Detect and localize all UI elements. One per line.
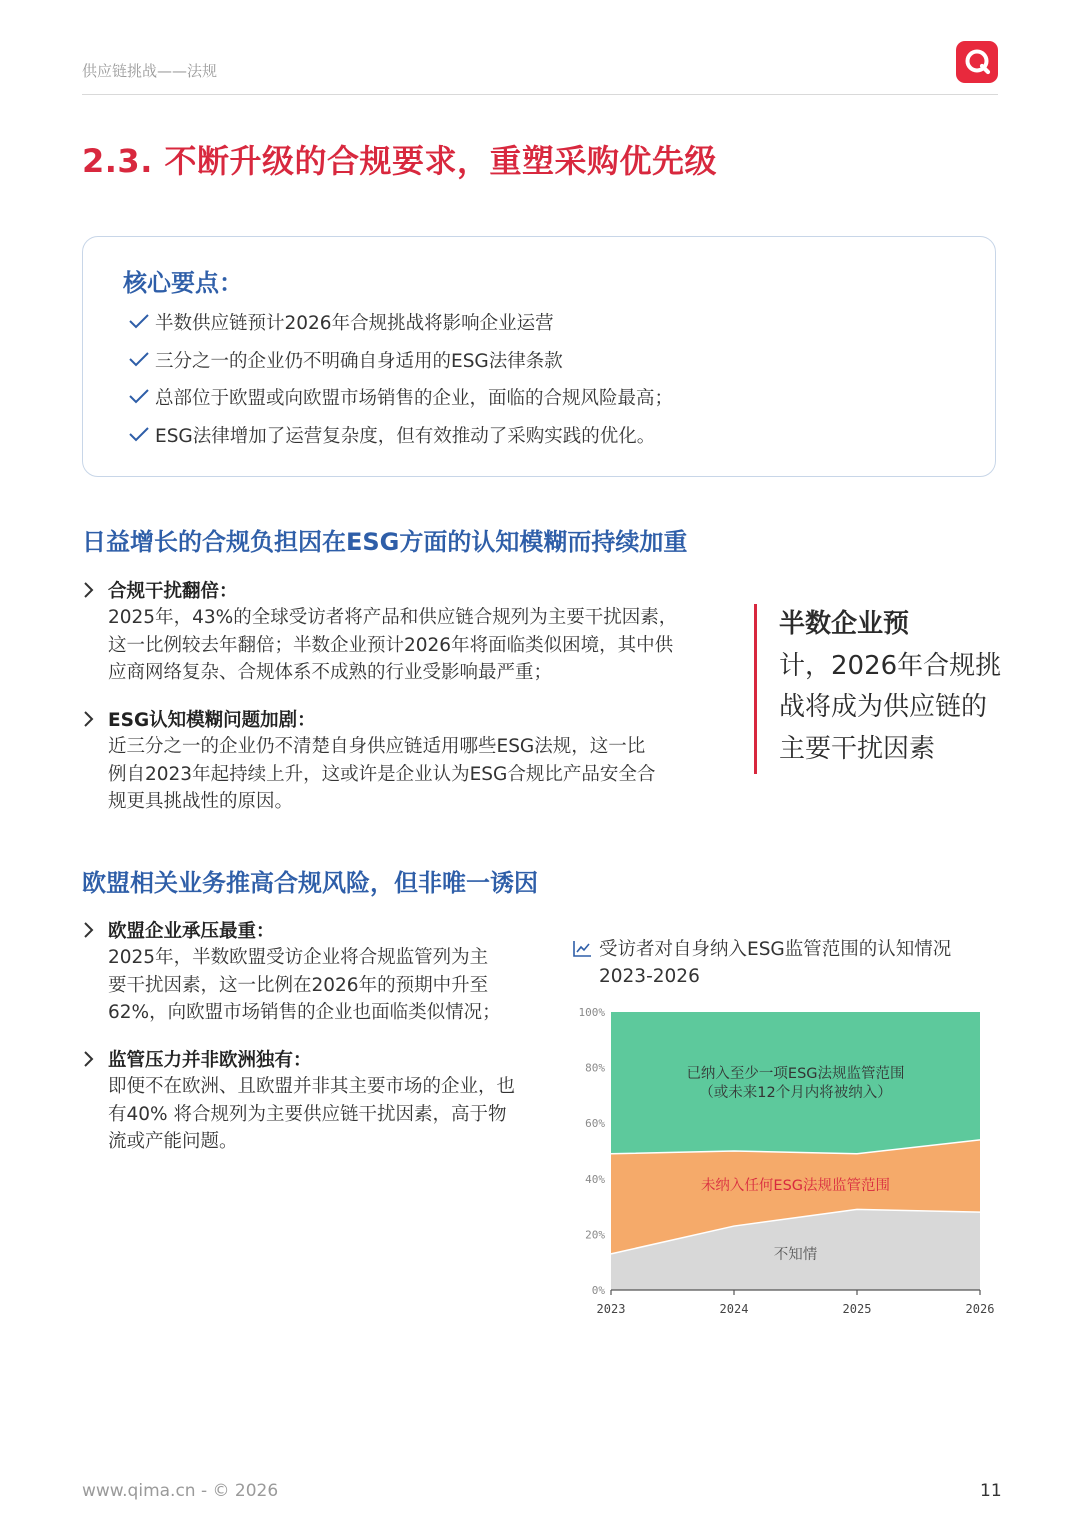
area-series-3 (611, 1012, 980, 1154)
x-tick-label: 2025 (842, 1302, 872, 1316)
key-points-title: 核心要点： (123, 269, 243, 297)
header-label: 供应链挑战——法规 (82, 62, 218, 80)
y-tick-label: 40% (585, 1172, 605, 1186)
chart-title-line2: 2023-2026 (599, 966, 700, 987)
bullet-line: 这一比例较去年翻倍；半数企业预计2026年将面临类似困境，其中供 (108, 634, 674, 656)
pull-quote-line: 主要干扰因素 (779, 733, 936, 764)
chart-title-line1: 受访者对自身纳入ESG监管范围的认知情况 (599, 939, 952, 960)
check-icon (123, 349, 155, 369)
bullet-body (108, 733, 655, 816)
key-point-text: 总部位于欧盟或向欧盟市场销售的企业，面临的合规风险最高； (155, 388, 674, 409)
qima-logo-icon (956, 41, 998, 83)
chevron-right-icon (82, 921, 96, 939)
footer-website: www.qima.cn - © 2026 (82, 1481, 279, 1501)
pull-quote-line: 计，2026年合规挑 (779, 650, 1002, 681)
x-tick-label: 2026 (965, 1302, 995, 1316)
series-label: 未纳入任何ESG法规监管范围 (700, 1178, 891, 1195)
key-point-item (123, 422, 673, 460)
bullet-title: ESG认知模糊问题加剧： (108, 710, 316, 731)
chevron-right-icon (82, 1050, 96, 1068)
line-chart-icon (572, 940, 592, 958)
bullet-line: 应商网络复杂、合规体系不成熟的行业受影响最严重； (108, 662, 553, 683)
key-points-list (123, 309, 673, 459)
bullet-line: 即便不在欧洲、且欧盟并非其主要市场的企业，也 (108, 1076, 516, 1097)
check-icon (123, 386, 155, 406)
key-point-item (123, 384, 673, 422)
bullet-title: 欧盟企业承压最重： (108, 921, 275, 942)
check-icon (123, 311, 155, 331)
bullet-title: 合规干扰翻倍： (108, 581, 238, 602)
pull-quote-line: 半数企业预 (779, 609, 910, 639)
page-title: 2.3. 不断升级的合规要求，重塑采购优先级 (82, 142, 717, 180)
bullet-line: 流或产能问题。 (108, 1131, 238, 1152)
bullet-line: 2025年，半数欧盟受访企业将合规监管列为主 (108, 947, 489, 968)
bullet-title: 监管压力并非欧洲独有： (108, 1050, 312, 1071)
bullet-line: 规更具挑战性的原因。 (108, 791, 294, 812)
key-point-item (123, 347, 673, 385)
y-tick-label: 60% (585, 1117, 605, 1131)
pull-quote-line: 战将成为供应链的 (779, 692, 988, 722)
y-tick-label: 20% (585, 1228, 605, 1242)
y-tick-label: 0% (591, 1284, 605, 1297)
series-label: 不知情 (773, 1246, 818, 1263)
y-tick-label: 100% (578, 1006, 605, 1019)
x-tick-label: 2023 (596, 1302, 626, 1316)
bullet-line: 要干扰因素，这一比例在2026年的预期中升至 (108, 974, 489, 996)
y-tick-label: 80% (585, 1061, 605, 1075)
chevron-right-icon (82, 581, 96, 599)
section-title-eu-risk: 欧盟相关业务推高合规风险，但非唯一诱因 (82, 869, 538, 897)
bullet-body (108, 944, 501, 1027)
bullet-line: 例自2023年起持续上升，这或许是企业认为ESG合规比产品安全合 (108, 763, 656, 785)
key-point-text: 半数供应链预计2026年合规挑战将影响企业运营 (155, 313, 554, 334)
key-point-item (123, 309, 673, 347)
check-icon (123, 424, 155, 444)
bullet-body (108, 1073, 515, 1156)
key-point-text: ESG法律增加了运营复杂度，但有效推动了采购实践的优化。 (155, 425, 656, 447)
bullet-line: 近三分之一的企业仍不清楚自身供应链适用哪些ESG法规，这一比 (108, 736, 646, 757)
key-points-box (82, 236, 996, 477)
key-point-text: 三分之一的企业仍不明确自身适用的ESG法律条款 (155, 350, 563, 372)
bullet-body (108, 604, 677, 687)
header-divider (82, 94, 998, 95)
chevron-right-icon (82, 710, 96, 728)
pull-quote (754, 604, 1007, 774)
section-title-compliance-burden: 日益增长的合规负担因在ESG方面的认知模糊而持续加重 (82, 528, 688, 556)
bullet-line: 有40% 将合规列为主要供应链干扰因素，高于物 (108, 1103, 507, 1125)
x-tick-label: 2024 (719, 1302, 749, 1316)
bullet-line: 62%，向欧盟市场销售的企业也面临类似情况； (108, 1002, 501, 1023)
series-label: 已纳入至少一项ESG法规监管范围（或未来12个月内将被纳入） (686, 1066, 905, 1102)
bullet-line: 2025年，43%的全球受访者将产品和供应链合规列为主要干扰因素， (108, 607, 678, 628)
page-number: 11 (980, 1481, 1002, 1501)
esg-scope-awareness-chart (560, 1000, 1010, 1325)
